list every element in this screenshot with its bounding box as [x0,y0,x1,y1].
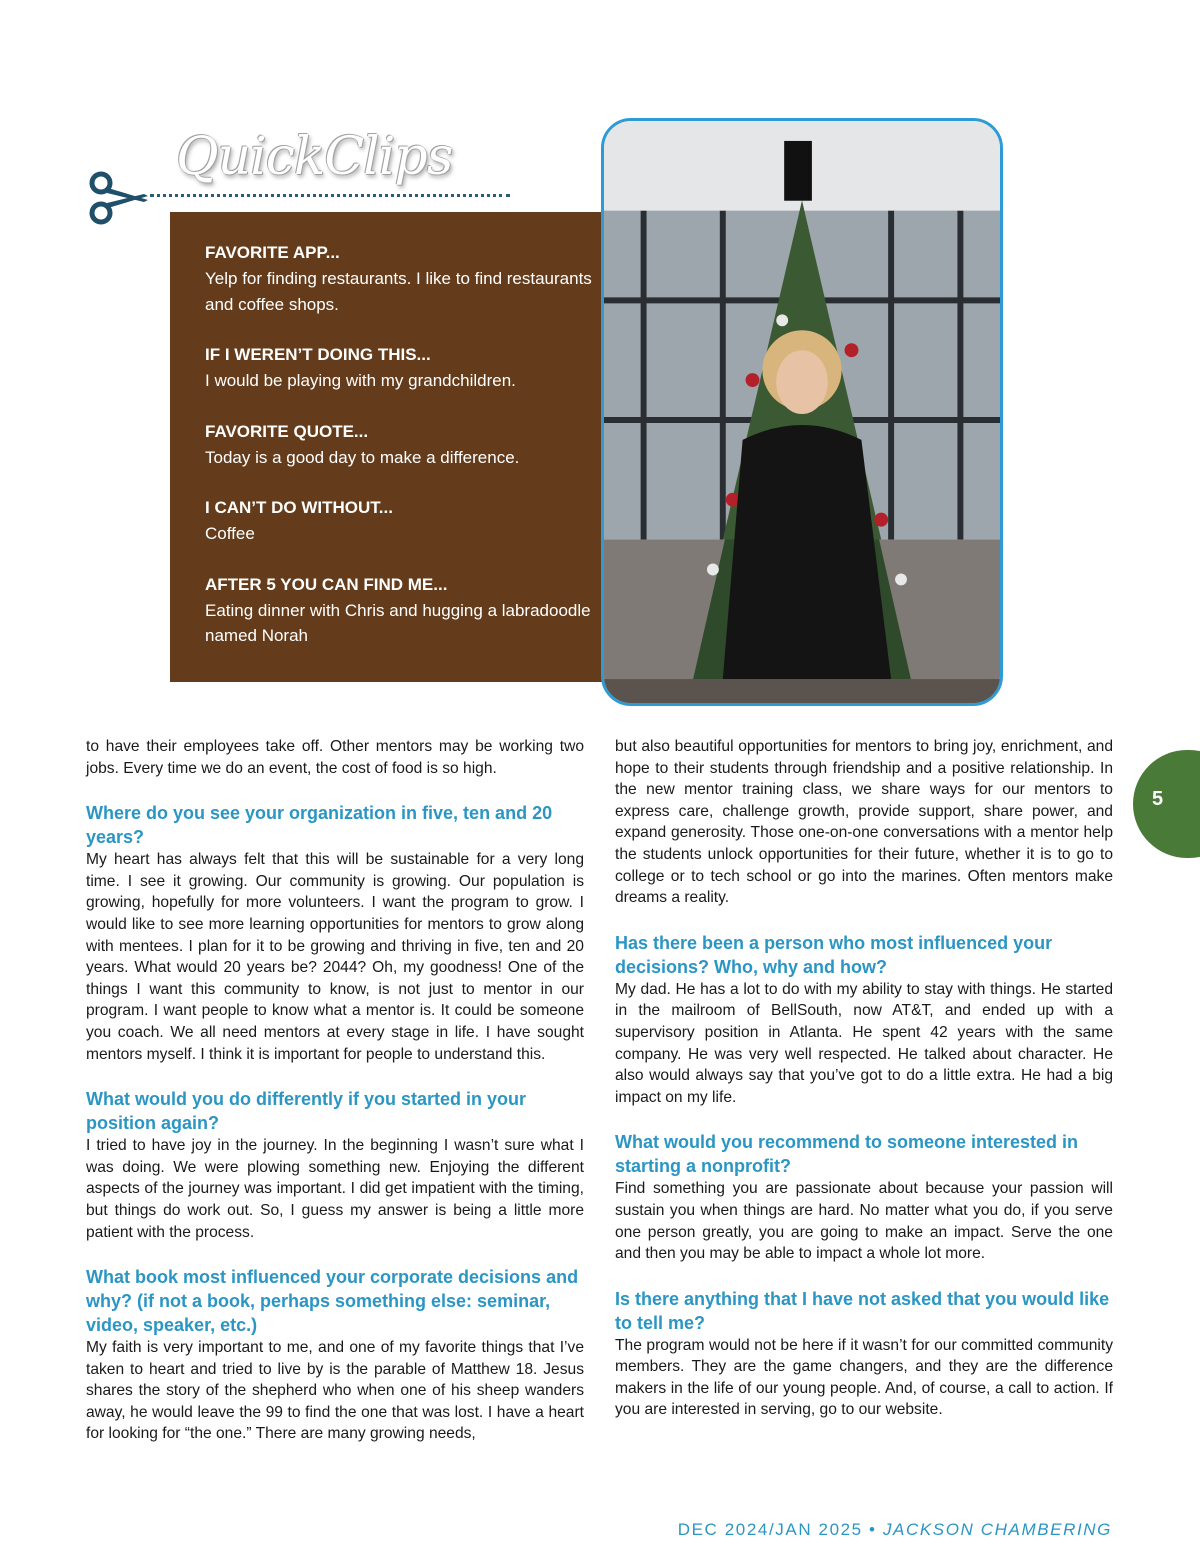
body-paragraph: but also beautiful opportunities for mentors to bring joy, enrichment, and hope to their students through friendship and a positive relationship. In the new mentor training class, we share ways for our mentors to express care, challenge growth, provide support, share power, and expand generosity. Those one-on-one conversations with a mentor help the students unlock opportunities for their future, whether it is to go to college or to tech school or go into the marines. Often mentors make dreams a reality. [615,738,1113,907]
body-paragraph: My dad. He has a lot to do with my ability to stay with things. He started in the mailroom of BellSouth, now AT&T, and ended up with a supervisory position in Atlanta. He spent 42 years with the same company. He was very well respected. He talked about character. He also would always say that you’ve got to do a little extra. He had a big impact on my life. [615,980,1113,1106]
qc-answer: Coffee [205,524,255,543]
question-heading: What book most influenced your corporate decisions and why? (if not a book, perhaps something else: seminar, video, speaker, etc.) [86,1267,579,1336]
quick-clips-title: QuickClips [176,127,453,187]
qc-question: I CAN’T DO WITHOUT... [205,498,393,517]
qc-item [205,419,592,471]
qc-question: FAVORITE QUOTE... [205,421,369,441]
body-paragraph: to have their employees take off. Other mentors may be working two jobs. Every time we do an event, the cost of food is so high. [86,738,584,777]
question-heading: Has there been a person who most influenced your decisions? Who, why and how? [615,932,1053,977]
article-left-column [86,736,584,1445]
cut-line [150,194,510,197]
footer-publication: JACKSON CHAMBERING [882,1520,1112,1539]
body-paragraph: My heart has always felt that this will be sustainable for a very long time. I see it growing. Our community is growing. Our population is growing, hopefully for more volunteers. I want the program to grow. I would like to see more learning opportunities for mentors to grow along with mentees. I plan for it to be growing and thriving in five, ten and 20 years. What would 20 years be? 2044? Oh, my goodness! One of the things I want this community to know, is not just to mentor in our program. I want people to know what a mentor is. It could be someone you coach. We all need mentors at every stage in life. I have sought mentors myself. I think it is important for people to understand this. [86,851,584,1063]
footer-separator: • [862,1520,883,1539]
body-paragraph: My faith is very important to me, and one of my favorite things that I’ve taken to heart and tried to live by is the parable of Matthew 18. Jesus shares the story of the shepherd who when one of his sheep wanders away, he would leave the 99 to find the one that was lost. I have a heart for looking for “the one.” There are many growing needs, [86,1339,584,1443]
body-paragraph: The program would not be here if it wasn’t for our committed community members. They are the game changers, and they are the difference makers in the life of our young people. And, of course, a call to action. If you are interested in serving, go to our website. [615,1336,1113,1419]
page-number-tab [1133,750,1200,858]
question-heading: Where do you see your organization in five, ten and 20 years? [86,803,553,848]
question-heading: What would you do differently if you started in your position again? [86,1089,527,1134]
question-heading: Is there anything that I have not asked that you would like to tell me? [615,1288,1110,1333]
qc-answer: I would be playing with my grandchildren. [205,371,516,390]
scissors-icon [86,170,150,226]
footer-date: DEC 2024/JAN 2025 [677,1520,863,1539]
qc-answer: Today is a good day to make a difference. [205,447,520,467]
page-number: 5 [1152,788,1164,810]
qc-item [205,572,592,649]
footer [678,1520,1112,1540]
photo-illustration [604,121,1000,703]
qc-answer: Eating dinner with Chris and hugging a labradoodle named Norah [205,600,591,645]
qc-item [205,495,592,547]
qc-item [205,342,592,394]
quick-clips-box [170,212,612,682]
qc-question: AFTER 5 YOU CAN FIND ME... [205,574,448,594]
body-paragraph: Find something you are passionate about because your passion will sustain you when things are hard. No matter what you do, if you serve one person greatly, you are going to make an impact. Serve the one and then you may be able to impact a whole lot more. [615,1180,1113,1263]
qc-answer: Yelp for finding restaurants. I like to find restaurants and coffee shops. [205,269,592,314]
qc-question: IF I WEREN’T DOING THIS... [205,345,431,364]
article-right-column [615,736,1113,1421]
qc-question: FAVORITE APP... [205,243,340,262]
question-heading: What would you recommend to someone interested in starting a nonprofit? [615,1132,1079,1177]
portrait-photo [601,118,1003,706]
body-paragraph: I tried to have joy in the journey. In the beginning I wasn’t sure what I was doing. We were plowing something new. Enjoying the different aspects of the journey was important. I did get impatient with the timing, but things do work out. So, I guess my answer is being a little more patient with the process. [86,1137,584,1241]
qc-item [205,240,592,317]
